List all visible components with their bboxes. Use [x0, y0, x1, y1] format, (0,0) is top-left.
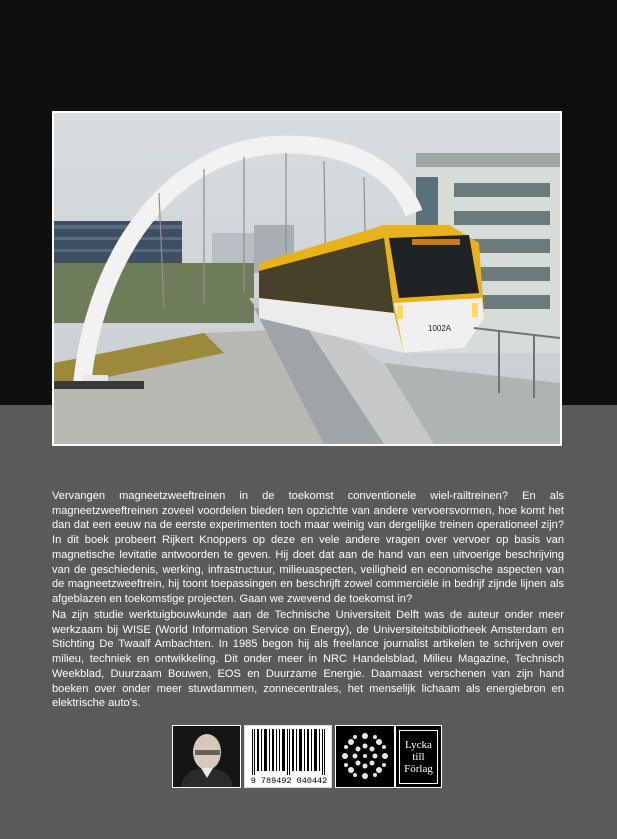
publisher-name-line-2: till	[412, 751, 425, 763]
publisher-dot-pattern	[335, 725, 395, 788]
publisher-logo-frame	[399, 730, 438, 784]
author-portrait	[172, 725, 241, 788]
publisher-logo	[395, 725, 442, 788]
publisher-name-line-3: Förlag	[404, 763, 433, 775]
publisher-name-line-1: Lycka	[405, 739, 432, 751]
author-bio: Na zijn studie werktuigbouwkunde aan de Technische Universiteit Delft was de auteur onder meer werkzaam bij WISE (World Information Service on Energy), de Universiteitsbibliotheek Amsterdam en Stichting De Twaalf Ambachten. In 1985 begon hij als freelance journalist artikelen te schrijven over milieu, techniek en ontwikkeling. Dit onder meer in NRC Handelsblad, Milieu Magazine, Technisch Weekblad, Duurzaam Bouwen, EOS en Duurzame Energie. Daarnaast verschenen van zijn hand boeken over onder meer stuwdammen, zonnecentrales, het menselijk lichaam als energiebron en elektrische auto’s.	[52, 609, 564, 710]
isbn-number: 9 789492 040442	[250, 776, 328, 786]
train-number-label: 1002A	[428, 324, 452, 333]
back-cover-footer	[0, 725, 617, 791]
book-description: Vervangen magneetzweeftreinen in de toekomst conventionele wiel-railtreinen? En als magneetzweeftreinen zoveel voordelen bieden ten opzichte van andere vervoersvormen, hoe komt het dan dat een eeuw na de eerste experimenten toch maar weinig van dergelijke treinen operationeel zijn? In dit boek probeert Rijkert Knoppers op deze en vele andere vragen over vervoer op basis van magnetische levitatie antwoorden te geven. Hij doet dat aan de hand van een uitvoerige beschrijving van de geschiedenis, werking, infrastructuur, milieuaspecten, veiligheid en economische aspecten van de magneetzweeftrein, hij toont toepassingen en beschrijft zowel commerciële in bedrijf zijnde lijnen als afgeblazen en toekomstige projecten. Gaan we zwevend de toekomst in?	[52, 490, 564, 605]
isbn-barcode	[244, 725, 332, 788]
maglev-train-photo	[52, 111, 562, 446]
